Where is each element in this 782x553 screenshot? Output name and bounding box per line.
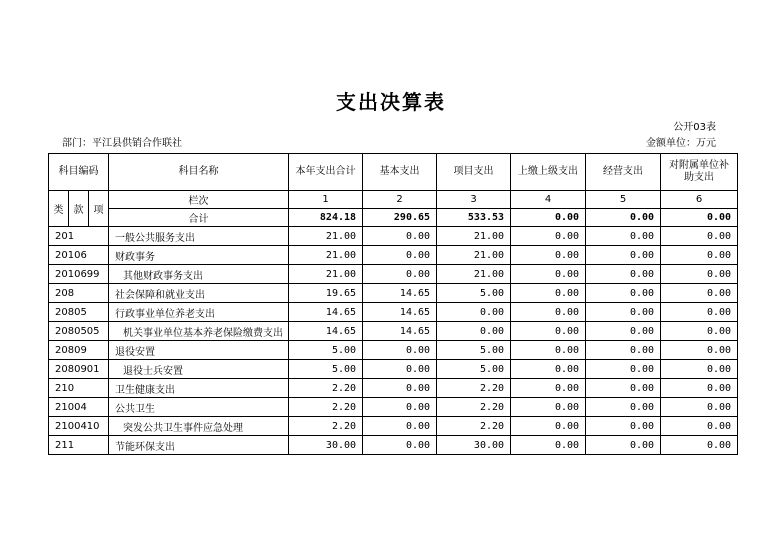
- row-value: 2.20: [289, 379, 363, 398]
- page-title: 支出决算表: [336, 90, 446, 114]
- row-name: 退役士兵安置: [109, 360, 289, 379]
- row-code: 20809: [49, 341, 109, 360]
- row-value: 0.00: [511, 284, 586, 303]
- table-row: [49, 436, 738, 455]
- row-value: 30.00: [437, 436, 511, 455]
- row-name: 突发公共卫生事件应急处理: [109, 417, 289, 436]
- header-kuan: 款: [69, 191, 89, 227]
- table-row: [49, 227, 738, 246]
- row-code: 210: [49, 379, 109, 398]
- row-value: 0.00: [586, 303, 661, 322]
- row-value: 0.00: [511, 398, 586, 417]
- row-value: 0.00: [363, 398, 437, 417]
- row-value: 2.20: [437, 379, 511, 398]
- header-project: 项目支出: [437, 154, 511, 191]
- department-label: 部门：平江县供销合作联社: [62, 138, 182, 149]
- row-value: 0.00: [437, 303, 511, 322]
- expenditure-table: [48, 153, 738, 455]
- row-value: 0.00: [586, 284, 661, 303]
- row-value: 0.00: [511, 246, 586, 265]
- row-code: 201: [49, 227, 109, 246]
- row-value: 2.20: [289, 398, 363, 417]
- row-name: 卫生健康支出: [109, 379, 289, 398]
- row-value: 0.00: [437, 322, 511, 341]
- row-value: 14.65: [363, 303, 437, 322]
- row-value: 0.00: [363, 246, 437, 265]
- column-number: 4: [511, 191, 586, 209]
- row-value: 0.00: [586, 360, 661, 379]
- row-name: 财政事务: [109, 246, 289, 265]
- column-number: 5: [586, 191, 661, 209]
- row-value: 2.20: [289, 417, 363, 436]
- table-row: [49, 417, 738, 436]
- row-name: 一般公共服务支出: [109, 227, 289, 246]
- row-value: 0.00: [586, 341, 661, 360]
- row-value: 0.00: [363, 341, 437, 360]
- row-value: 0.00: [586, 265, 661, 284]
- row-value: 0.00: [661, 284, 738, 303]
- row-value: 0.00: [363, 265, 437, 284]
- row-code: 21004: [49, 398, 109, 417]
- header-xiang: 项: [89, 191, 109, 227]
- column-number: 1: [289, 191, 363, 209]
- header-order: 栏次: [109, 191, 289, 209]
- row-code: 2080901: [49, 360, 109, 379]
- row-value: 0.00: [511, 341, 586, 360]
- row-value: 14.65: [289, 303, 363, 322]
- column-number: 3: [437, 191, 511, 209]
- row-code: 2100410: [49, 417, 109, 436]
- table-row: [49, 322, 738, 341]
- row-value: 14.65: [363, 322, 437, 341]
- row-value: 0.00: [586, 436, 661, 455]
- row-value: 19.65: [289, 284, 363, 303]
- row-value: 0.00: [511, 379, 586, 398]
- row-value: 0.00: [661, 360, 738, 379]
- row-value: 0.00: [661, 322, 738, 341]
- row-value: 0.00: [661, 227, 738, 246]
- header-basic: 基本支出: [363, 154, 437, 191]
- row-value: 0.00: [511, 227, 586, 246]
- total-value: 0.00: [661, 209, 738, 227]
- row-value: 0.00: [511, 417, 586, 436]
- row-value: 0.00: [363, 417, 437, 436]
- row-value: 0.00: [661, 436, 738, 455]
- row-value: 21.00: [289, 265, 363, 284]
- row-value: 0.00: [586, 322, 661, 341]
- row-value: 21.00: [437, 246, 511, 265]
- row-value: 0.00: [661, 417, 738, 436]
- total-label: 合计: [109, 209, 289, 227]
- row-code: 2010699: [49, 265, 109, 284]
- table-row: [49, 379, 738, 398]
- row-code: 20106: [49, 246, 109, 265]
- row-value: 0.00: [363, 379, 437, 398]
- table-row: [49, 284, 738, 303]
- row-value: 21.00: [289, 227, 363, 246]
- row-value: 0.00: [586, 227, 661, 246]
- total-value: 824.18: [289, 209, 363, 227]
- row-name: 其他财政事务支出: [109, 265, 289, 284]
- column-number: 2: [363, 191, 437, 209]
- row-value: 0.00: [661, 398, 738, 417]
- row-value: 0.00: [586, 246, 661, 265]
- row-value: 0.00: [586, 398, 661, 417]
- row-value: 5.00: [437, 360, 511, 379]
- row-value: 0.00: [363, 436, 437, 455]
- row-value: 0.00: [363, 360, 437, 379]
- header-lei: 类: [49, 191, 69, 227]
- total-value: 533.53: [437, 209, 511, 227]
- row-value: 0.00: [586, 379, 661, 398]
- row-value: 2.20: [437, 417, 511, 436]
- row-value: 14.65: [363, 284, 437, 303]
- header-total: 本年支出合计: [289, 154, 363, 191]
- row-value: 0.00: [511, 360, 586, 379]
- header-name: 科目名称: [109, 154, 289, 191]
- total-value: 290.65: [363, 209, 437, 227]
- row-value: 0.00: [661, 265, 738, 284]
- row-value: 5.00: [437, 284, 511, 303]
- row-value: 0.00: [586, 417, 661, 436]
- row-value: 5.00: [289, 341, 363, 360]
- table-row: [49, 246, 738, 265]
- row-value: 2.20: [437, 398, 511, 417]
- row-value: 0.00: [511, 436, 586, 455]
- header-remit: 上缴上级支出: [511, 154, 586, 191]
- row-code: 211: [49, 436, 109, 455]
- row-value: 0.00: [511, 303, 586, 322]
- row-name: 节能环保支出: [109, 436, 289, 455]
- header-subsidy: 对附属单位补助支出: [661, 154, 738, 191]
- table-row: [49, 360, 738, 379]
- row-value: 0.00: [661, 303, 738, 322]
- row-value: 5.00: [437, 341, 511, 360]
- row-value: 21.00: [437, 227, 511, 246]
- row-code: 20805: [49, 303, 109, 322]
- row-value: 0.00: [511, 265, 586, 284]
- row-value: 21.00: [437, 265, 511, 284]
- row-name: 行政事业单位养老支出: [109, 303, 289, 322]
- form-code: 公开03表: [673, 122, 716, 133]
- row-name: 公共卫生: [109, 398, 289, 417]
- table-row: [49, 341, 738, 360]
- row-value: 0.00: [661, 246, 738, 265]
- row-value: 0.00: [661, 379, 738, 398]
- row-code: 2080505: [49, 322, 109, 341]
- total-value: 0.00: [511, 209, 586, 227]
- amount-unit-label: 金额单位：万元: [646, 138, 716, 149]
- column-number: 6: [661, 191, 738, 209]
- row-value: 30.00: [289, 436, 363, 455]
- row-value: 14.65: [289, 322, 363, 341]
- table-row: [49, 398, 738, 417]
- row-name: 机关事业单位基本养老保险缴费支出: [109, 322, 289, 341]
- row-code: 208: [49, 284, 109, 303]
- row-value: 0.00: [363, 227, 437, 246]
- row-value: 0.00: [661, 341, 738, 360]
- header-code: 科目编码: [49, 154, 109, 191]
- total-value: 0.00: [586, 209, 661, 227]
- table-row: [49, 303, 738, 322]
- row-value: 0.00: [511, 322, 586, 341]
- row-name: 社会保障和就业支出: [109, 284, 289, 303]
- row-value: 21.00: [289, 246, 363, 265]
- row-value: 5.00: [289, 360, 363, 379]
- table-row: [49, 265, 738, 284]
- row-name: 退役安置: [109, 341, 289, 360]
- header-business: 经营支出: [586, 154, 661, 191]
